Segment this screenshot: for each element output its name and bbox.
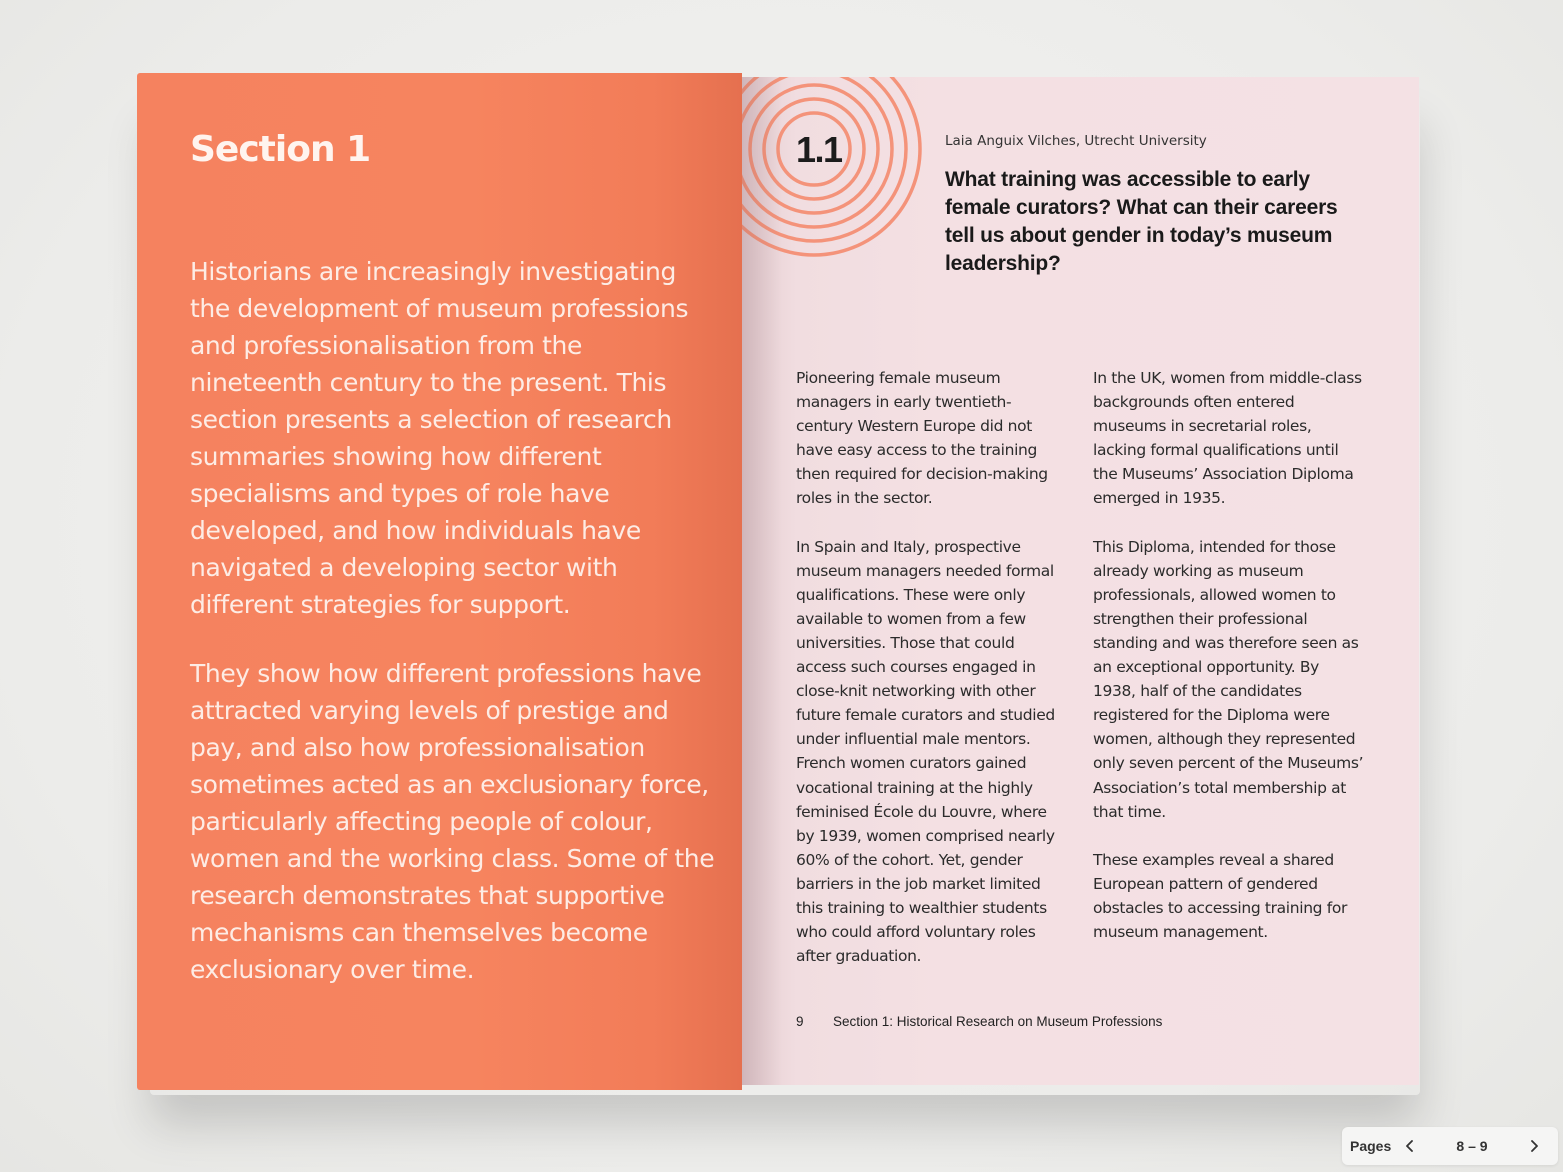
column1-paragraph-2: In Spain and Italy, prospective museum managers needed formal qualifications. These were only available to women from a few universities. Those that could access such courses engaged in close-knit networking with other future female curators and studied under influential male mentors. French women curators gained vocational training at the highly feminised École du Louvre, where by 1939, women comprised nearly 60% of the cohort. Yet, gender barriers in the job market limited this training to wealthier students who could afford voluntary roles after graduation.	[796, 537, 1055, 966]
section-number: 1.1	[796, 129, 842, 170]
running-footer: Section 1: Historical Research on Museum Professions	[833, 1014, 1163, 1029]
right-page[interactable]	[742, 77, 1419, 1085]
left-page[interactable]	[137, 73, 742, 1090]
pages-label: Pages	[1350, 1138, 1392, 1154]
text-column-2	[1093, 366, 1365, 968]
previous-page-button[interactable]	[1396, 1132, 1424, 1160]
left-page-text	[190, 253, 720, 1020]
column1-paragraph-1: Pioneering female museum managers in early twentieth-century Western Europe did not have easy access to the training then required for decision-making roles in the sector.	[796, 369, 1048, 508]
page-navigator	[1342, 1127, 1558, 1165]
chevron-left-icon	[1403, 1139, 1417, 1153]
text-column-1	[796, 366, 1068, 992]
page-number: 9	[796, 1014, 804, 1029]
author-byline: Laia Anguix Vilches, Utrecht University	[945, 133, 1207, 149]
column2-paragraph-1: In the UK, women from middle-class backgrounds often entered museums in secretarial roles, lacking formal qualifications until the Museums’ Association Diploma emerged in 1935.	[1093, 369, 1362, 508]
column2-paragraph-2: This Diploma, intended for those already working as museum professionals, allowed women to strengthen their professional standing and was therefore seen as an exceptional opportunity. By 1938, half of the candidates registered for the Diploma were women, although they represented only seven percent of the Museums’ Association’s total membership at that time.	[1093, 537, 1364, 821]
page-range: 8 – 9	[1456, 1138, 1488, 1154]
section-title: Section 1	[190, 129, 371, 170]
chevron-right-icon	[1527, 1139, 1541, 1153]
concentric-rings-graphic	[742, 77, 942, 277]
research-question: What training was accessible to early female curators? What can their careers tell us about gender in today’s museum leadership?	[945, 168, 1338, 275]
left-paragraph-1: Historians are increasingly investigating the development of museum professions and professionalisation from the nineteenth century to the present. This section presents a selection of research summaries showing how different specialisms and types of role have developed, and how individuals have navigated a developing sector with different strategies for support.	[190, 257, 689, 619]
left-paragraph-2: They show how different professions have attracted varying levels of prestige and pay, and also how professionalisation sometimes acted as an exclusionary force, particularly affecting people of colour, women and the working class. Some of the research demonstrates that supportive mechanisms can themselves become exclusionary over time.	[190, 659, 715, 984]
column2-paragraph-3: These examples reveal a shared European pattern of gendered obstacles to accessing training for museum management.	[1093, 850, 1347, 941]
next-page-button[interactable]	[1520, 1132, 1548, 1160]
